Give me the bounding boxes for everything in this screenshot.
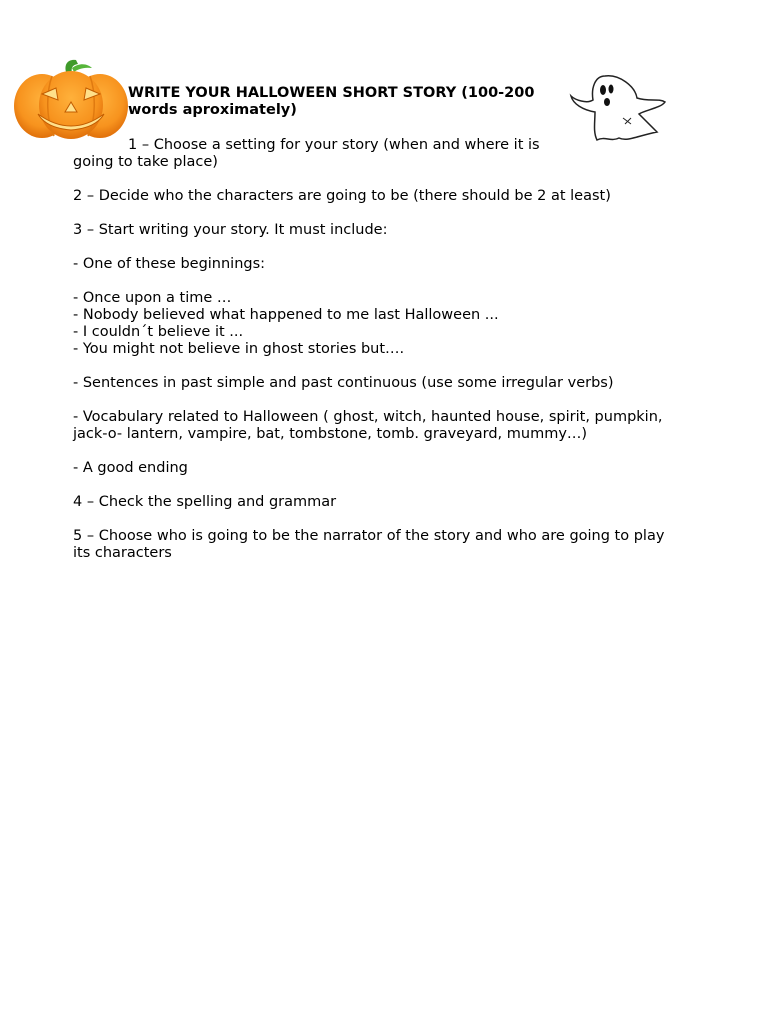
include-beginnings: - One of these beginnings:: [73, 256, 266, 272]
beginning-option: - Once upon a time …: [73, 290, 232, 306]
step-2: 2 – Decide who the characters are going to be (there should be 2 at least): [73, 188, 611, 204]
step-5: 5 – Choose who is going to be the narrator of the story and who are going to play its characters: [73, 528, 665, 561]
instructions: [73, 137, 683, 562]
beginning-option: - Nobody believed what happened to me last Halloween ...: [73, 307, 499, 323]
include-ending: - A good ending: [73, 460, 188, 476]
step-1: 1 – Choose a setting for your story (when and where it is going to take place): [73, 137, 540, 170]
include-vocabulary: - Vocabulary related to Halloween ( ghost, witch, haunted house, spirit, pumpkin, jack-o- lantern, vampire, bat, tombstone, tomb. graveyard, mummy…): [73, 409, 663, 442]
ghost-icon: [565, 70, 669, 144]
include-tenses: - Sentences in past simple and past continuous (use some irregular verbs): [73, 375, 614, 391]
beginning-option: - I couldn´t believe it ...: [73, 324, 244, 340]
step-4: 4 – Check the spelling and grammar: [73, 494, 337, 510]
beginning-option: - You might not believe in ghost stories but….: [73, 341, 405, 357]
step-3: 3 – Start writing your story. It must include:: [73, 222, 388, 238]
pumpkin-icon: [12, 58, 130, 140]
page-title: WRITE YOUR HALLOWEEN SHORT STORY (100-200 words aproximately): [128, 85, 535, 118]
